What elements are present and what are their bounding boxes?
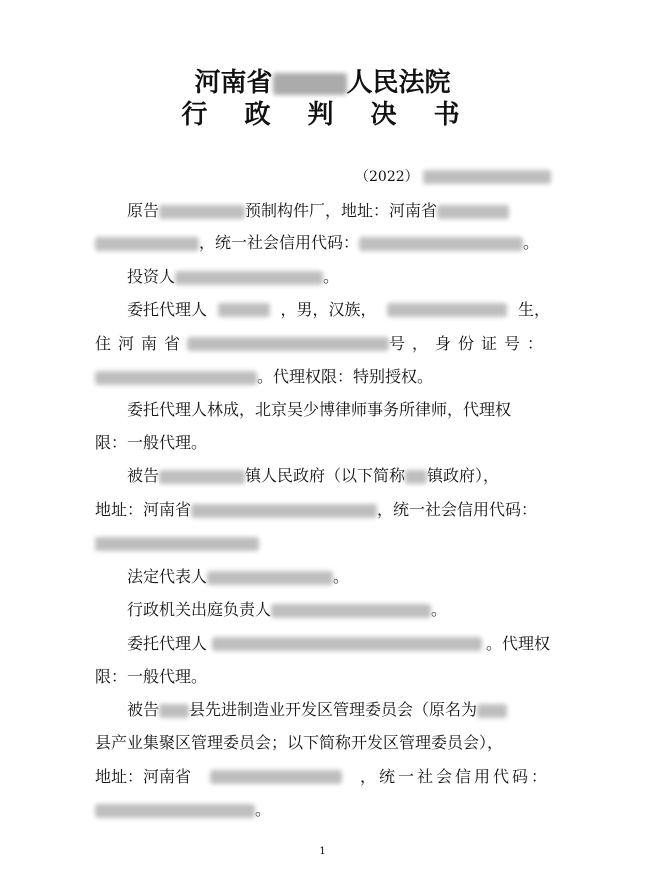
agent1-line-3 — [95, 361, 550, 393]
investor-label: 投资人 — [127, 267, 176, 286]
plaintiff-line-1 — [127, 195, 550, 227]
redacted-responsible-person — [271, 604, 431, 618]
redacted-former-county — [477, 704, 507, 718]
redacted-agent1-birthdate — [387, 303, 507, 317]
defendant1-short-suffix: 镇政府）， — [427, 466, 500, 485]
plaintiff-label: 原告 — [127, 201, 160, 220]
period: 。 — [323, 267, 340, 286]
redacted-plaintiff-address-cont — [95, 237, 199, 251]
defendant1-line-1 — [127, 460, 550, 492]
case-number-year: （2022） — [355, 169, 419, 185]
defendant1-name-suffix: 镇人民政府（以下简称 — [245, 466, 406, 485]
agent1-label: 委托代理人 — [127, 300, 208, 319]
agent1-line-1 — [127, 294, 550, 326]
defendant2-line-2: 县产业集聚区管理委员会；以下简称开发区管理委员会）， — [95, 733, 504, 752]
redacted-agent1-address — [187, 337, 389, 351]
defendant2-credit-code-label: ，统一社会信用代码： — [359, 767, 550, 786]
court-name-title — [0, 66, 645, 100]
redacted-plaintiff-address — [437, 205, 509, 219]
responsible-person-label: 行政机关出庭负责人 — [127, 600, 272, 619]
defendant1-line-3 — [95, 527, 550, 559]
redacted-agent1-id-number — [95, 371, 257, 385]
court-name-suffix: 人民法院 — [346, 68, 451, 98]
investor-line — [127, 261, 550, 293]
plaintiff-credit-code-label: ，统一社会信用代码： — [199, 233, 360, 252]
defendant2-line-1 — [127, 694, 550, 726]
agent1-authority: 。代理权限：特别授权。 — [257, 367, 434, 386]
redacted-court-name — [273, 73, 347, 95]
agent1-born-label: 生， — [517, 300, 550, 319]
agent2-line-2: 限：一般代理。 — [95, 433, 208, 452]
redacted-defendant1-short — [405, 470, 427, 484]
page-number: 1 — [319, 846, 326, 857]
redacted-defendant2-credit-code — [95, 804, 255, 818]
defendant1-label: 被告 — [127, 466, 160, 485]
case-number — [355, 162, 551, 192]
redacted-defendant1-address — [191, 504, 377, 518]
agent1-residence-label: 住河南省 — [95, 334, 188, 353]
redacted-county-name — [159, 704, 189, 718]
period: 。 — [431, 600, 448, 619]
redacted-agent3-info — [212, 637, 482, 651]
defendant2-line-4 — [95, 794, 550, 826]
legal-rep-label: 法定代表人 — [127, 567, 208, 586]
plaintiff-address-label: 预制构件厂，地址：河南省 — [245, 201, 438, 220]
defendant2-line-3 — [95, 761, 550, 793]
redacted-plaintiff-name — [159, 205, 245, 219]
agent1-line-2 — [95, 328, 550, 360]
agent1-gender-ethnicity: ，男，汉族， — [280, 300, 377, 319]
redacted-defendant1-credit-code — [95, 537, 259, 551]
redacted-plaintiff-credit-code — [359, 237, 523, 251]
redacted-defendant2-address — [210, 770, 342, 784]
defendant2-label: 被告 — [127, 700, 160, 719]
redacted-defendant1-name — [159, 470, 245, 484]
defendant1-line-2 — [95, 494, 550, 526]
court-name-prefix: 河南省 — [194, 68, 273, 98]
defendant2-address-label: 地址：河南省 — [95, 767, 192, 786]
redacted-investor-name — [175, 271, 323, 285]
period: 。 — [333, 567, 350, 586]
agent3-line-2: 限：一般代理。 — [95, 667, 208, 686]
period: 。 — [255, 800, 272, 819]
responsible-person-line — [127, 594, 550, 626]
redacted-agent1-name — [218, 303, 270, 317]
agent3-line-1 — [127, 628, 550, 660]
defendant2-name: 县先进制造业开发区管理委员会（原名为 — [189, 700, 478, 719]
document-title: 行 政 判 决 书 — [181, 100, 474, 130]
plaintiff-line-2 — [95, 227, 550, 259]
legal-rep-line — [127, 561, 550, 593]
redacted-legal-rep — [207, 571, 333, 585]
agent3-label: 委托代理人 — [127, 634, 208, 653]
redacted-case-number — [423, 170, 551, 184]
agent1-id-label: 号，身份证号： — [388, 334, 550, 353]
period: 。 — [523, 233, 540, 252]
agent3-authority-label: 。代理权 — [485, 634, 550, 653]
defendant1-credit-code-label: ，统一社会信用代码： — [377, 500, 538, 519]
agent2-line-1: 委托代理人林成，北京吴少博律师事务所律师，代理权 — [127, 400, 512, 419]
defendant1-address-label: 地址：河南省 — [95, 500, 192, 519]
